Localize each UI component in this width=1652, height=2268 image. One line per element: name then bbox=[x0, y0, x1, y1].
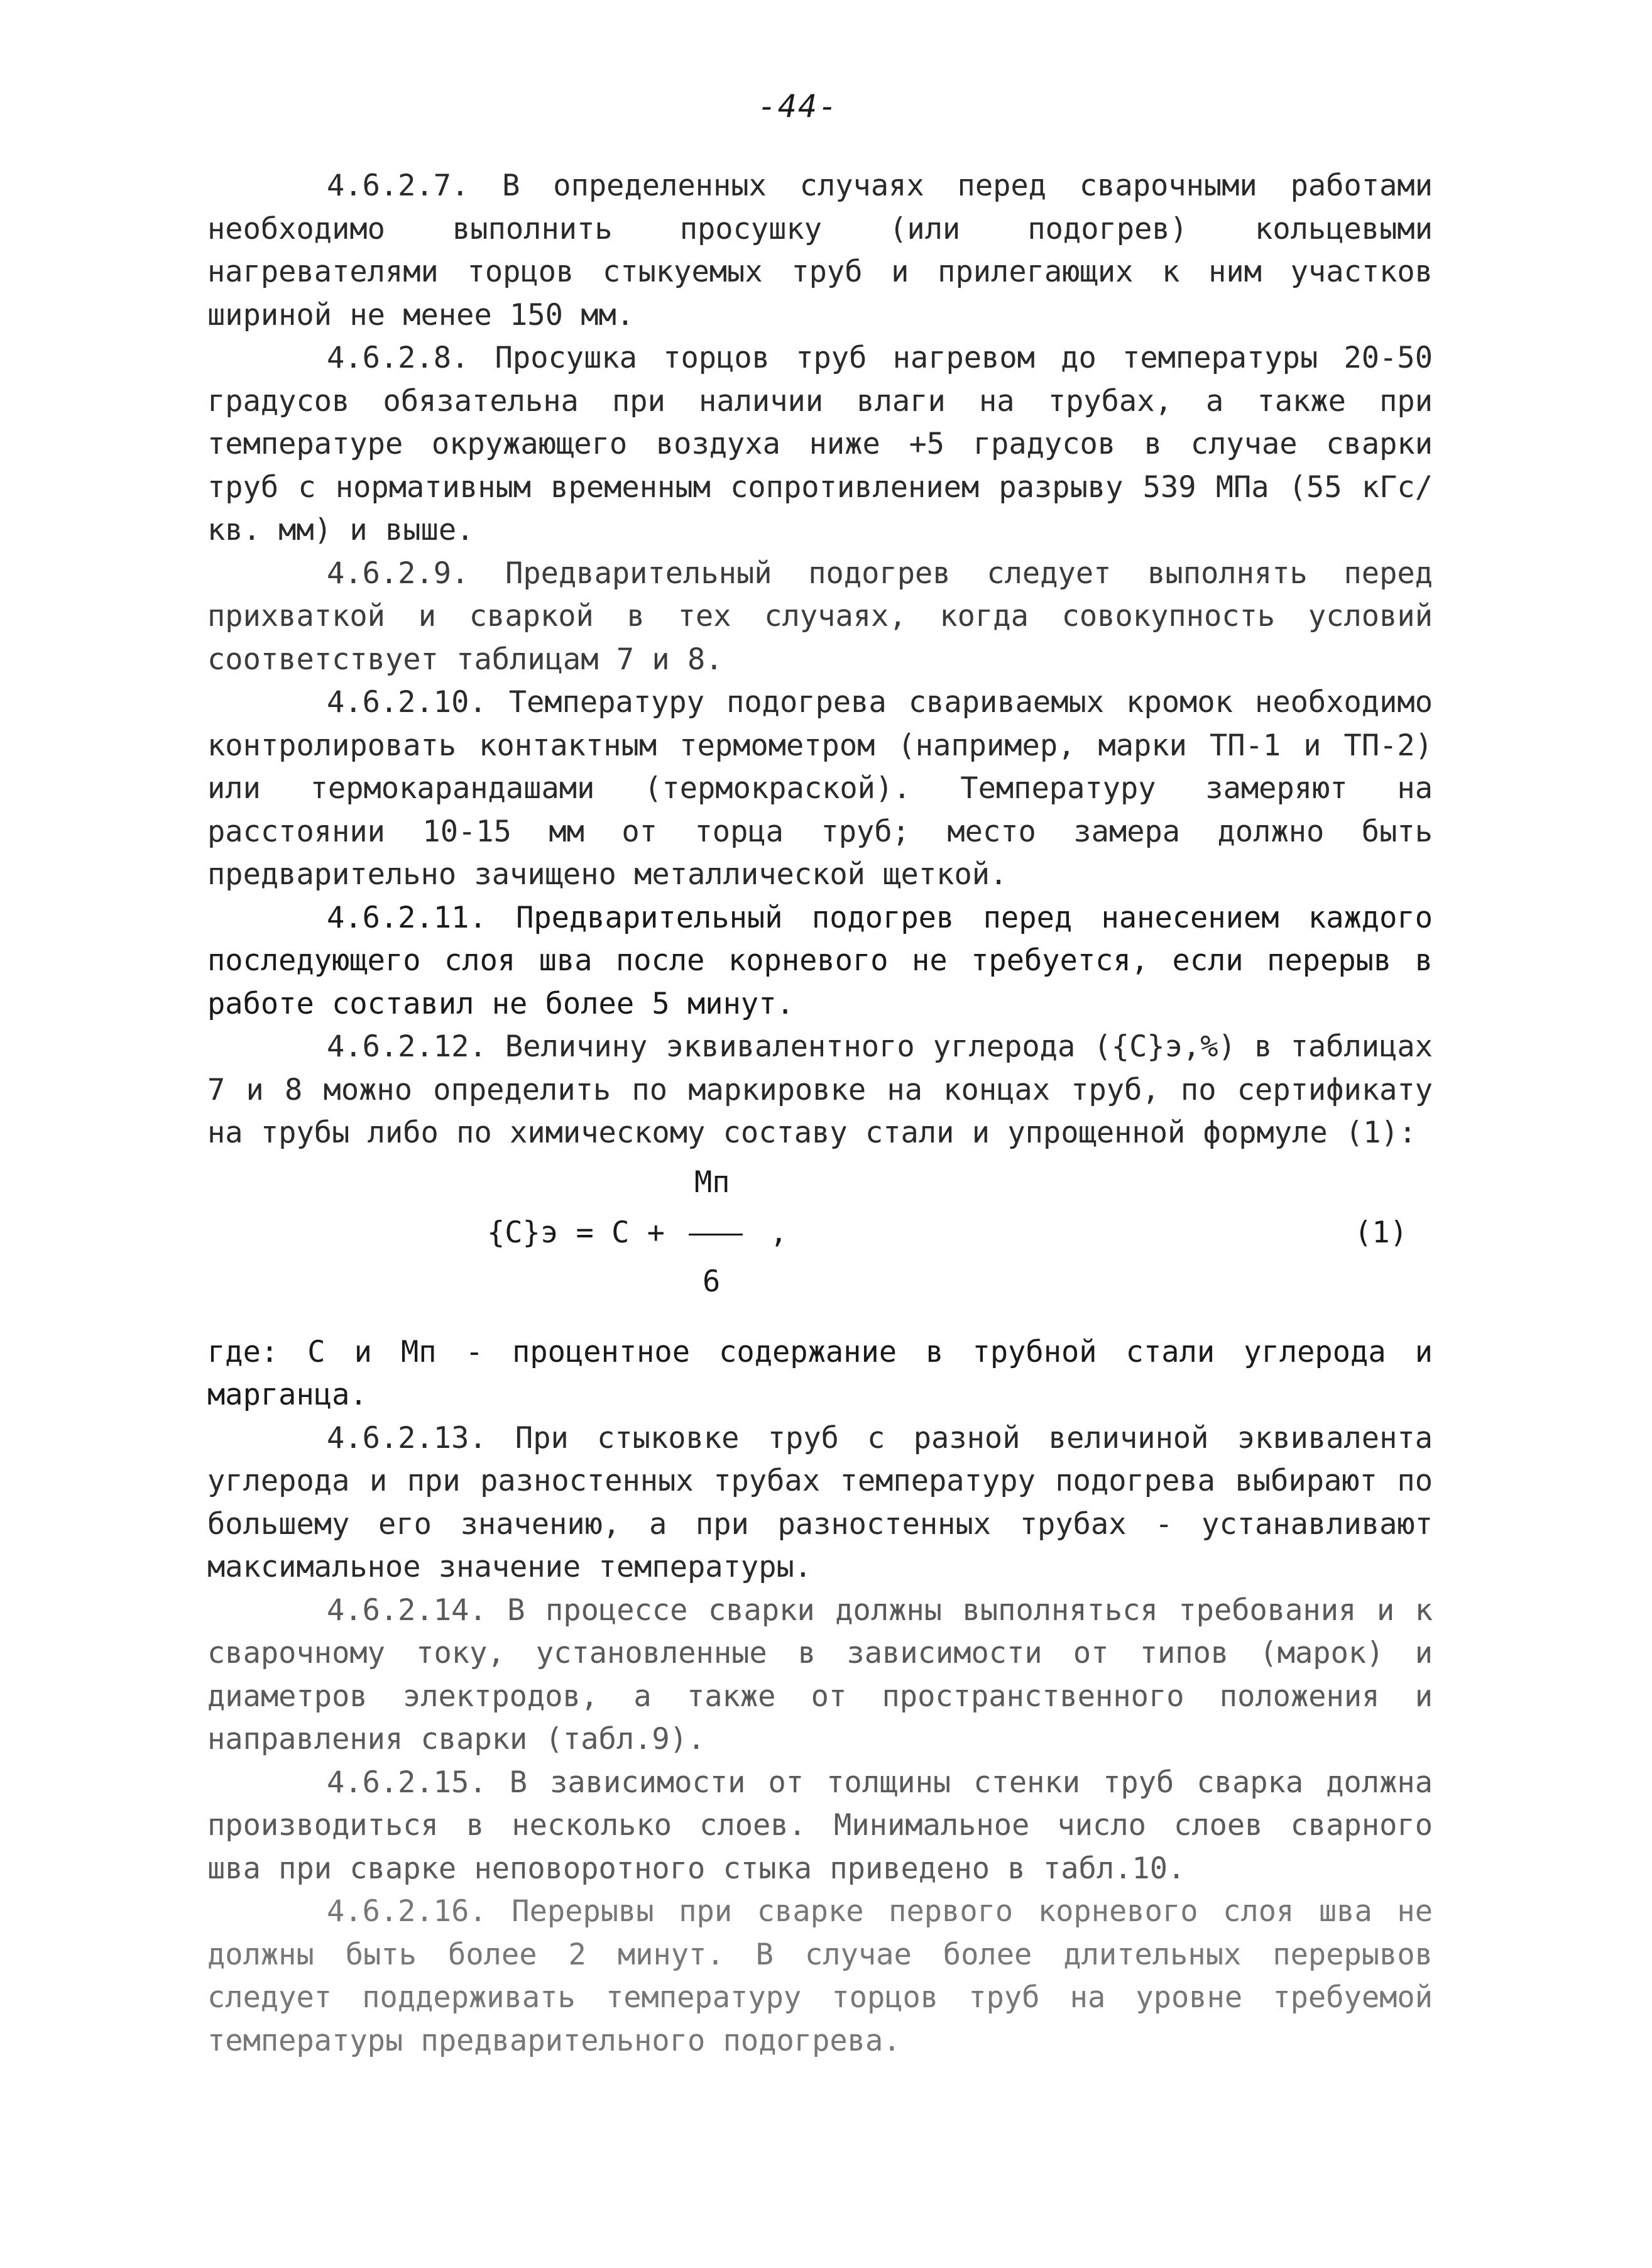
paragraph-where: где: С и Мп - процентное содержание в трубной стали углерода и марганца. bbox=[207, 1334, 1433, 1412]
page-number: -44- bbox=[757, 88, 839, 124]
paragraph-4-6-2-16: 4.6.2.16. Перерывы при сварке первого корневого слоя шва не должны быть более 2 минут. В случае более длительных перерывов следует поддерживать температуру торцов труб на уровне требуемой температуры предварительного подогрева. bbox=[207, 1894, 1433, 2058]
formula-separator: , bbox=[770, 1215, 788, 1250]
formula-expression: {С}э = С + bbox=[487, 1215, 665, 1250]
paragraph-4-6-2-9: 4.6.2.9. Предварительный подогрев следует выполнять перед прихваткой и сваркой в тех случаях, когда совокупность условий соответствует таблицам 7 и 8. bbox=[207, 556, 1433, 677]
carbon-equivalent-formula bbox=[207, 1155, 1433, 1331]
paragraph-4-6-2-10: 4.6.2.10. Температуру подогрева свариваемых кромок необходимо контролировать контактным термометром (например, марки ТП-1 и ТП-2) или термокарандашами (термокраской). Температуру замеряют на расстоянии 10-15 мм от торца труб; место замера должно быть предварительно зачищено металлической щеткой. bbox=[207, 685, 1433, 892]
formula-fraction-bar bbox=[689, 1234, 743, 1235]
paragraph-4-6-2-13: 4.6.2.13. При стыковке труб с разной величиной эквивалента углерода и при разностенных трубах температуру подогрева выбирают по большему его значению, а при разностенных трубах - устанавливают максимальное значение температуры. bbox=[207, 1420, 1433, 1584]
formula-numerator: Мп bbox=[694, 1164, 730, 1200]
paragraph-4-6-2-15: 4.6.2.15. В зависимости от толщины стенки труб сварка должна производиться в несколько слоев. Минимальное число слоев сварного шва при сварке неповоротного стыка приведено в табл.10. bbox=[207, 1765, 1433, 1886]
paragraph-4-6-2-14: 4.6.2.14. В процессе сварки должны выполняться требования и к сварочному току, установленные в зависимости от типов (марок) и диаметров электродов, а также от пространственного положения и направления сварки (табл.9). bbox=[207, 1592, 1433, 1756]
paragraph-4-6-2-11: 4.6.2.11. Предварительный подогрев перед нанесением каждого последующего слоя шва после корневого не требуется, если перерыв в работе составил не более 5 минут. bbox=[207, 900, 1433, 1021]
paragraph-4-6-2-12: 4.6.2.12. Величину эквивалентного углерода ({С}э,%) в таблицах 7 и 8 можно определить по маркировке на концах труб, по сертификату на трубы либо по химическому составу стали и упрощенной формуле (1): bbox=[207, 1029, 1433, 1150]
formula-denominator: 6 bbox=[703, 1264, 721, 1299]
paragraph-4-6-2-7: 4.6.2.7. В определенных случаях перед сварочными работами необходимо выполнить просушку (или подогрев) кольцевыми нагревателями торцов стыкуемых труб и прилегающих к ним участков шириной не менее 150 мм. bbox=[207, 168, 1433, 332]
paragraph-4-6-2-8: 4.6.2.8. Просушка торцов труб нагревом до температуры 20-50 градусов обязательна при наличии влаги на трубах, а также при температуре окружающего воздуха ниже +5 градусов в случае сварки труб с нормативным временным сопротивлением разрыву 539 МПа (55 кГс/кв. мм) и выше. bbox=[207, 341, 1433, 547]
body-text bbox=[207, 165, 1433, 2063]
formula-number: (1) bbox=[1354, 1215, 1408, 1250]
